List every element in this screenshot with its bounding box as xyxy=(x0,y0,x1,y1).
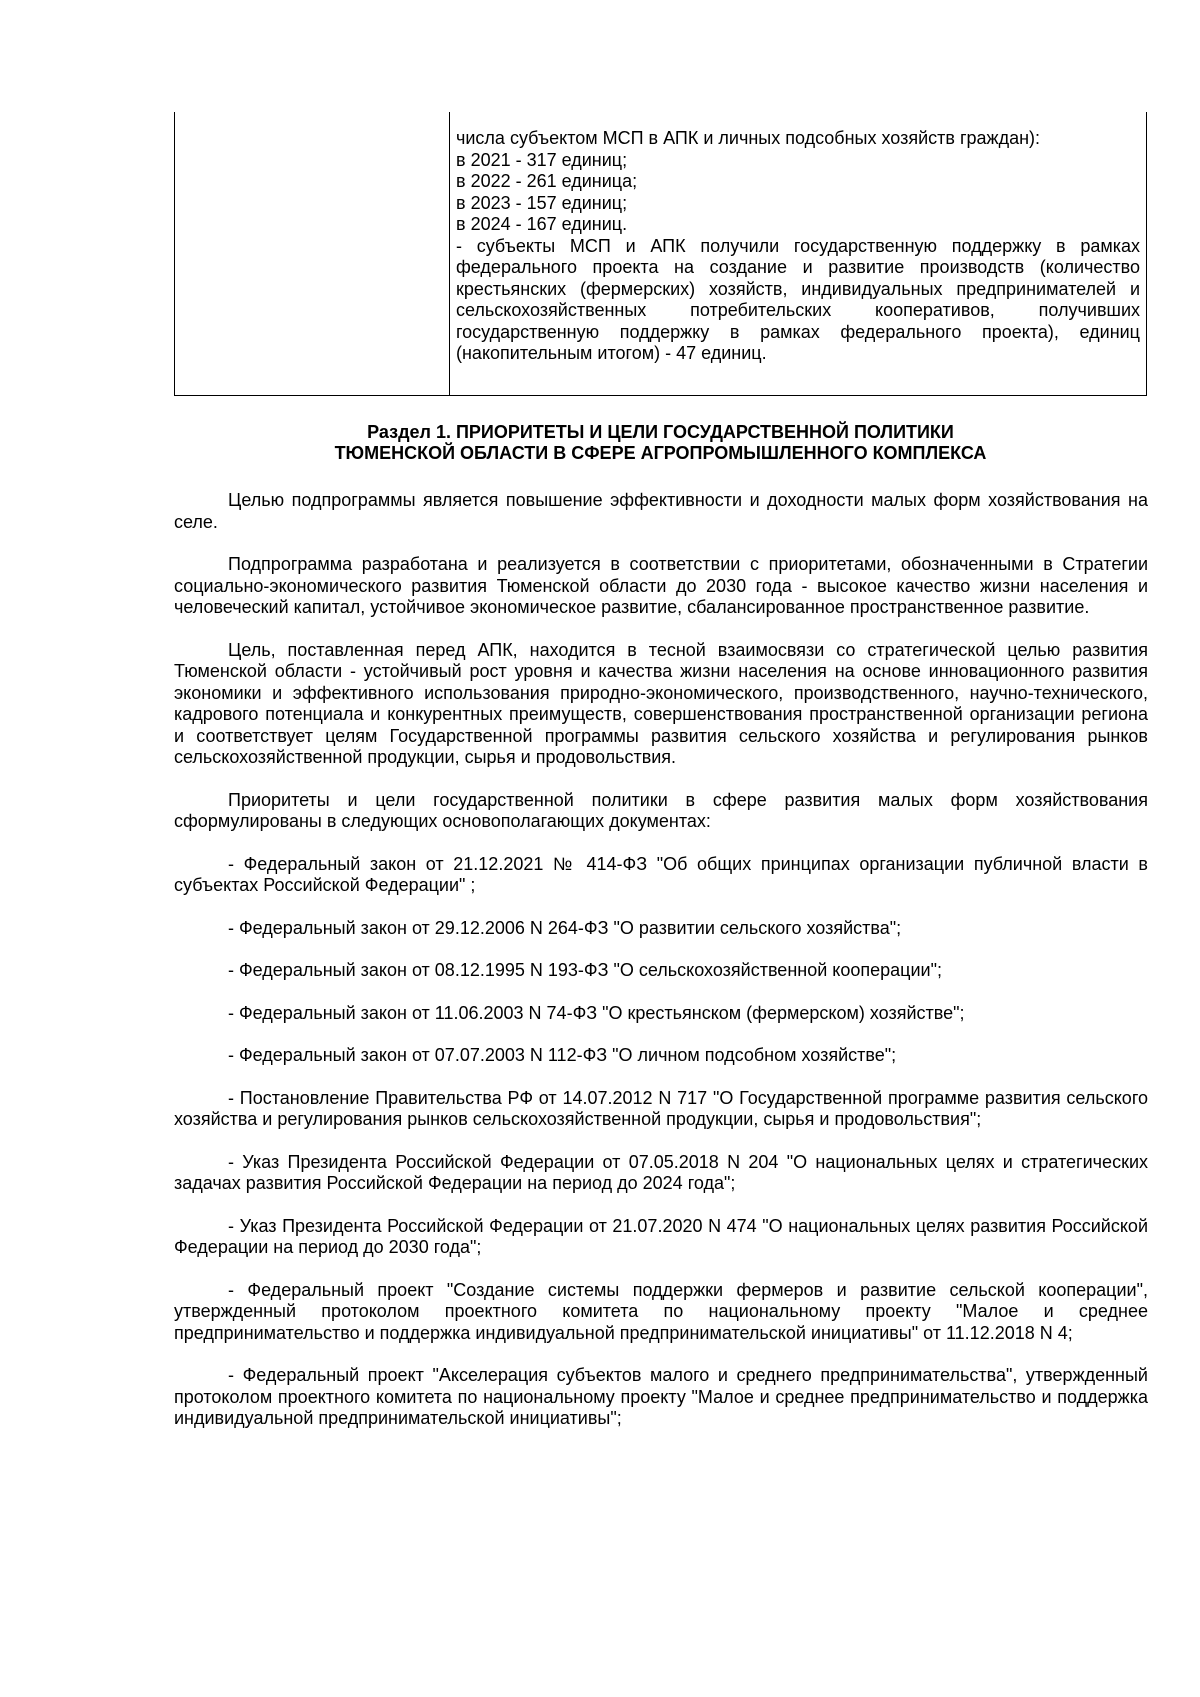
list-item-document: - Федеральный закон от 29.12.2006 N 264-ФЗ "О развитии сельского хозяйства"; xyxy=(228,917,902,938)
table-line: в 2021 - 317 единиц; xyxy=(456,149,628,170)
list-item-document: - Федеральный закон от 21.12.2021 № 414-ФЗ "Об общих принципах организации публичной власти в субъектах Российской Федерации" ; xyxy=(174,853,1148,895)
table-column-divider xyxy=(449,112,450,395)
section-heading xyxy=(174,422,1147,464)
section-title-line-1: Раздел 1. ПРИОРИТЕТЫ И ЦЕЛИ ГОСУДАРСТВЕННОЙ ПОЛИТИКИ xyxy=(367,422,954,442)
paragraph-strategy: Подпрограмма разработана и реализуется в соответствии с приоритетами, обозначенными в Стратегии социально-экономического развития Тюменской области до 2030 года - высокое качество жизни населения и человеческий капитал, устойчивое экономическое развитие, сбалансированное пространственное развитие. xyxy=(174,554,1148,617)
paragraph-priorities: Приоритеты и цели государственной политики в сфере развития малых форм хозяйствования сформулированы в следующих основополагающих документах: xyxy=(174,789,1148,831)
section-title-line-2: ТЮМЕНСКОЙ ОБЛАСТИ В СФЕРЕ АГРОПРОМЫШЛЕННОГО КОМПЛЕКСА xyxy=(334,443,987,463)
document-body xyxy=(174,490,1148,1451)
table-line: в 2022 - 261 единица; xyxy=(456,171,638,191)
paragraph-apk-goal: Цель, поставленная перед АПК, находится в тесной взаимосвязи со стратегической целью развития Тюменской области - устойчивый рост уровня и качества жизни населения на основе инновационного развития экономики и эффективного использования природно-экономического, производственного, научно-технического, кадрового потенциала и конкурентных преимуществ, совершенствования пространственной организации региона и соответствует целям Государственной программы развития сельского хозяйства и регулирования рынков сельскохозяйственной продукции, сырья и продовольствия. xyxy=(174,639,1148,767)
list-item-document: - Федеральный закон от 08.12.1995 N 193-ФЗ "О сельскохозяйственной кооперации"; xyxy=(228,960,942,980)
table-right-cell xyxy=(456,128,1140,365)
list-item-document: - Указ Президента Российской Федерации от 07.05.2018 N 204 "О национальных целях и стратегических задачах развития Российской Федерации на период до 2024 года"; xyxy=(174,1151,1148,1193)
paragraph-goal: Целью подпрограммы является повышение эффективности и доходности малых форм хозяйствования на селе. xyxy=(174,490,1148,532)
table-fragment xyxy=(174,112,1147,396)
table-line: в 2023 - 157 единиц; xyxy=(456,192,628,213)
list-item-document: - Федеральный закон от 07.07.2003 N 112-ФЗ "О личном подсобном хозяйстве"; xyxy=(228,1045,897,1065)
table-line: числа субъектом МСП в АПК и личных подсобных хозяйств граждан): xyxy=(456,128,1041,148)
list-item-document: - Федеральный проект "Акселерация субъектов малого и среднего предпринимательства", утвержденный протоколом проектного комитета по национальному проекту "Малое и среднее предпринимательство и поддержка индивидуальной предпринимательской инициативы"; xyxy=(174,1365,1148,1428)
list-item-document: - Федеральный проект "Создание системы поддержки фермеров и развитие сельской кооперации", утвержденный протоколом проектного комитета по национальному проекту "Малое и среднее предпринимательство и поддержка индивидуальной предпринимательской инициативы" от 11.12.2018 N 4; xyxy=(174,1279,1148,1343)
list-item-document: - Указ Президента Российской Федерации от 21.07.2020 N 474 "О национальных целях развития Российской Федерации на период до 2030 года"; xyxy=(174,1215,1148,1257)
list-item-document: - Федеральный закон от 11.06.2003 N 74-ФЗ "О крестьянском (фермерском) хозяйстве"; xyxy=(228,1002,965,1023)
list-item-document: - Постановление Правительства РФ от 14.07.2012 N 717 "О Государственной программе развития сельского хозяйства и регулирования рынков сельскохозяйственной продукции, сырья и продовольствия"; xyxy=(174,1087,1148,1129)
table-paragraph: - субъекты МСП и АПК получили государственную поддержку в рамках федерального проекта на создание и развитие производств (количество крестьянских (фермерских) хозяйств, индивидуальных предпринимателей и сельскохозяйственных потребительских кооперативов, получивших государственную поддержку в рамках федерального проекта), единиц (накопительным итогом) - 47 единиц. xyxy=(456,235,1140,363)
table-left-cell xyxy=(175,112,449,395)
table-line: в 2024 - 167 единиц. xyxy=(456,214,628,234)
